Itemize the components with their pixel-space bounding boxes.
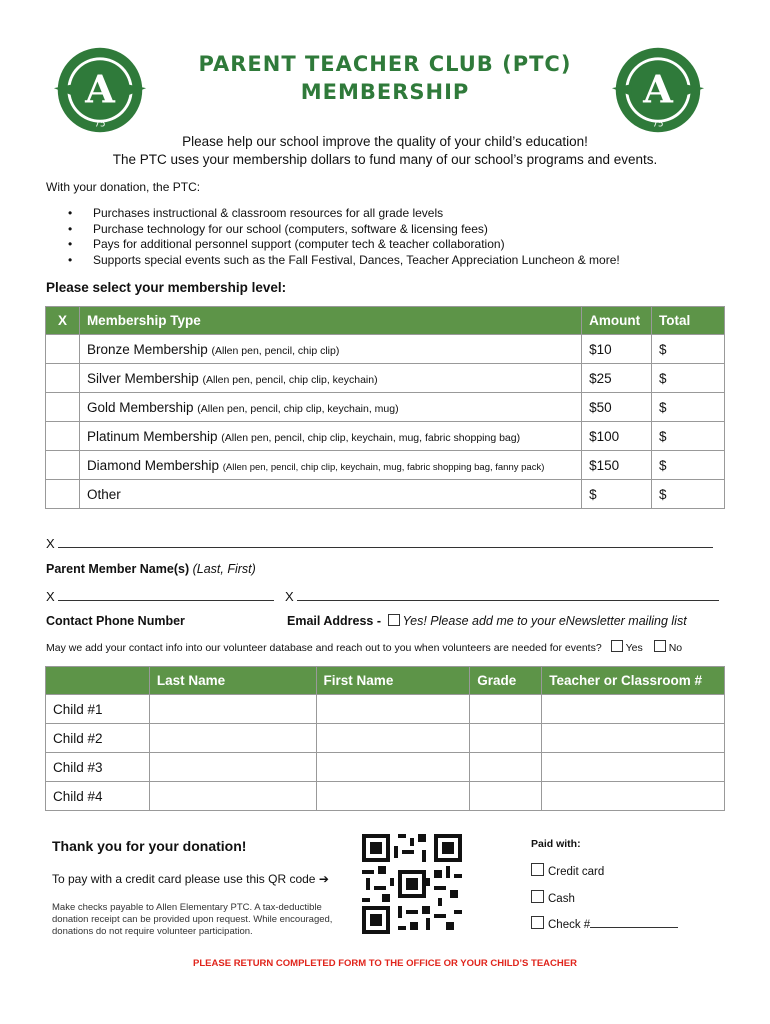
school-logo-right xyxy=(610,42,706,138)
membership-name: Diamond Membership xyxy=(86,457,219,473)
child-label: Child #1 xyxy=(46,695,150,724)
col-grade: Grade xyxy=(470,667,542,695)
col-first-name: First Name xyxy=(316,667,470,695)
membership-desc: (Allen pen, pencil, chip clip, keychain, mug) xyxy=(197,402,399,415)
teacher-cell[interactable] xyxy=(542,724,725,753)
title-line-2: MEMBERSHIP xyxy=(300,80,470,104)
last-name-cell[interactable] xyxy=(149,695,316,724)
arrow-right-icon: ➔ xyxy=(318,872,329,886)
intro-line-2: The PTC uses your membership dollars to fund many of our school’s programs and events. xyxy=(112,152,658,167)
amount-cell: $25 xyxy=(582,364,652,393)
amount-cell: $150 xyxy=(582,451,652,480)
table-row xyxy=(46,451,725,480)
membership-name: Platinum Membership xyxy=(86,428,218,444)
parent-name-label: Parent Member Name(s) (Last, First) xyxy=(46,562,256,576)
volunteer-no-checkbox[interactable] xyxy=(654,640,666,652)
total-cell[interactable]: $ xyxy=(652,451,725,480)
col-type: Membership Type xyxy=(79,307,581,335)
membership-name: Other xyxy=(86,486,121,502)
membership-name: Bronze Membership xyxy=(86,341,208,357)
amount-cell[interactable]: $ xyxy=(582,480,652,509)
title-line-1: PARENT TEACHER CLUB (PTC) xyxy=(198,52,572,76)
amount-cell: $50 xyxy=(582,393,652,422)
school-logo-left xyxy=(52,42,148,138)
x-mark: X xyxy=(46,589,55,604)
table-row xyxy=(46,695,725,724)
newsletter-label: Yes! Please add me to your eNewsletter mailing list xyxy=(402,614,687,628)
email-label-row: Email Address - Yes! Please add me to your eNewsletter mailing list xyxy=(287,614,687,628)
logo-number: 75 xyxy=(652,119,664,130)
checks-note: Make checks payable to Allen Elementary PTC. A tax-deductible donation receipt can be provided upon request. While encouraged, donations do not require volunteer participation. xyxy=(52,902,333,937)
intro-line-1: Please help our school improve the quality of your child’s education! xyxy=(182,134,588,149)
qr-instructions: To pay with a credit card please use this QR code ➔ xyxy=(52,872,329,886)
col-teacher: Teacher or Classroom # xyxy=(542,667,725,695)
cash-option[interactable]: Cash xyxy=(531,890,575,905)
last-name-cell[interactable] xyxy=(149,753,316,782)
grade-cell[interactable] xyxy=(470,695,542,724)
phone-label: Contact Phone Number xyxy=(46,614,185,628)
volunteer-yes-checkbox[interactable] xyxy=(611,640,623,652)
children-table xyxy=(45,666,725,811)
table-row xyxy=(46,393,725,422)
first-name-cell[interactable] xyxy=(316,695,470,724)
benefits-list xyxy=(46,206,746,268)
membership-table xyxy=(45,306,725,509)
teacher-cell[interactable] xyxy=(542,753,725,782)
qr-code-icon[interactable] xyxy=(362,834,462,934)
page-title xyxy=(160,50,610,106)
amount-cell: $10 xyxy=(582,335,652,364)
membership-desc: (Allen pen, pencil, chip clip, keychain, mug, fabric shopping bag, fanny pack) xyxy=(222,461,545,473)
first-name-cell[interactable] xyxy=(316,753,470,782)
child-label: Child #2 xyxy=(46,724,150,753)
table-row xyxy=(46,724,725,753)
check-checkbox[interactable] xyxy=(531,916,544,929)
list-item: • Pays for additional personnel support (computer tech & teacher collaboration) xyxy=(46,237,746,253)
membership-heading: Please select your membership level: xyxy=(46,280,287,295)
phone-line[interactable] xyxy=(46,588,274,604)
credit-checkbox[interactable] xyxy=(531,863,544,876)
grade-cell[interactable] xyxy=(470,753,542,782)
last-name-cell[interactable] xyxy=(149,782,316,811)
table-row xyxy=(46,753,725,782)
list-item: • Supports special events such as the Fall Festival, Dances, Teacher Appreciation Luncheon & more! xyxy=(46,253,746,269)
email-line[interactable] xyxy=(285,588,719,604)
select-cell[interactable] xyxy=(46,335,80,364)
x-mark: X xyxy=(285,589,294,604)
credit-option[interactable]: Credit card xyxy=(531,863,604,878)
select-cell[interactable] xyxy=(46,422,80,451)
volunteer-row: May we add your contact info into our volunteer database and reach out to you when volunteers are needed for events? Yes No xyxy=(46,642,683,654)
volunteer-question: May we add your contact info into our volunteer database and reach out to you when volunteers are needed for events? xyxy=(46,642,602,654)
last-name-cell[interactable] xyxy=(149,724,316,753)
membership-name: Silver Membership xyxy=(86,370,199,386)
table-row xyxy=(46,480,725,509)
logo-number: 75 xyxy=(94,119,106,130)
select-cell[interactable] xyxy=(46,480,80,509)
paid-with-label: Paid with: xyxy=(531,838,581,850)
x-mark: X xyxy=(46,536,55,551)
col-amount: Amount xyxy=(582,307,652,335)
donation-lead: With your donation, the PTC: xyxy=(46,180,201,194)
cash-checkbox[interactable] xyxy=(531,890,544,903)
return-note: PLEASE RETURN COMPLETED FORM TO THE OFFICE OR YOUR CHILD’S TEACHER xyxy=(193,958,577,969)
check-option[interactable]: Check # xyxy=(531,916,678,931)
first-name-cell[interactable] xyxy=(316,782,470,811)
col-total: Total xyxy=(652,307,725,335)
table-row xyxy=(46,364,725,393)
logo-letter: A xyxy=(643,67,673,113)
list-item: • Purchases instructional & classroom resources for all grade levels xyxy=(46,206,746,222)
total-cell[interactable]: $ xyxy=(652,364,725,393)
membership-name: Gold Membership xyxy=(86,399,194,415)
parent-name-line[interactable] xyxy=(46,535,713,551)
list-item: • Purchase technology for our school (computers, software & licensing fees) xyxy=(46,222,746,238)
col-blank xyxy=(46,667,150,695)
total-cell[interactable]: $ xyxy=(652,335,725,364)
teacher-cell[interactable] xyxy=(542,782,725,811)
table-row xyxy=(46,335,725,364)
col-x: X xyxy=(46,307,80,335)
amount-cell: $100 xyxy=(582,422,652,451)
select-cell[interactable] xyxy=(46,393,80,422)
select-cell[interactable] xyxy=(46,451,80,480)
newsletter-checkbox[interactable] xyxy=(388,614,400,626)
total-cell[interactable]: $ xyxy=(652,480,725,509)
total-cell[interactable]: $ xyxy=(652,393,725,422)
logo-letter: A xyxy=(85,67,115,113)
total-cell[interactable]: $ xyxy=(652,422,725,451)
membership-desc: (Allen pen, pencil, chip clip, keychain) xyxy=(202,373,378,386)
grade-cell[interactable] xyxy=(470,782,542,811)
table-row xyxy=(46,422,725,451)
first-name-cell[interactable] xyxy=(316,724,470,753)
child-label: Child #3 xyxy=(46,753,150,782)
child-label: Child #4 xyxy=(46,782,150,811)
membership-desc: (Allen pen, pencil, chip clip) xyxy=(211,344,340,357)
thanks-heading: Thank you for your donation! xyxy=(52,838,247,854)
select-cell[interactable] xyxy=(46,364,80,393)
teacher-cell[interactable] xyxy=(542,695,725,724)
table-row xyxy=(46,782,725,811)
grade-cell[interactable] xyxy=(470,724,542,753)
membership-desc: (Allen pen, pencil, chip clip, keychain, mug, fabric shopping bag) xyxy=(221,431,521,444)
col-last-name: Last Name xyxy=(149,667,316,695)
